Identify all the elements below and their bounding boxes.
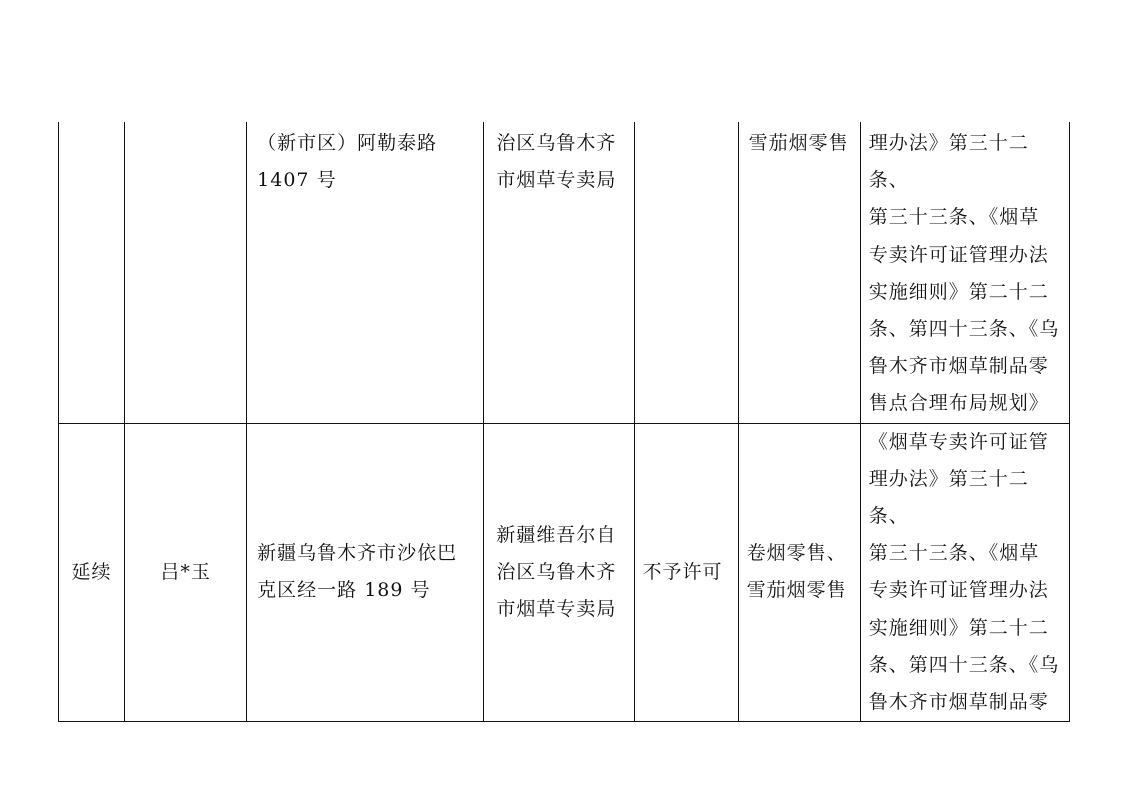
name-cell: [125, 122, 247, 423]
scope-cell: [738, 423, 860, 722]
basis-cell: [860, 122, 1069, 423]
scope-text: 雪茄烟零售: [748, 132, 849, 154]
address-text: （新市区）阿勒泰路 1407 号: [257, 132, 438, 192]
address-cell: [247, 423, 484, 722]
type-cell: [59, 122, 125, 423]
scope-cell: [738, 122, 860, 423]
scope-text: 卷烟零售、 雪茄烟零售: [746, 542, 847, 602]
address-text: 新疆乌鲁木齐市沙依巴 克区经一路 189 号: [257, 542, 458, 602]
address-cell: [247, 122, 484, 423]
authority-text: 治区乌鲁木齐 市烟草专卖局: [496, 132, 617, 192]
authority-cell: [484, 423, 634, 722]
result-cell: [634, 423, 738, 722]
name-cell: [125, 423, 247, 722]
authority-text: 新疆维吾尔自 治区乌鲁木齐 市烟草专卖局: [496, 523, 617, 621]
license-decision-table: [58, 122, 1070, 722]
table-row-continued: [59, 122, 1070, 423]
table-row: [59, 423, 1070, 722]
name-text: 吕*玉: [160, 560, 211, 583]
basis-text: 理办法》第三十二条、 第三十三条、《烟草 专卖许可证管理办法 实施细则》第二十二 条、第四十三条、《乌 鲁木齐市烟草制品零 售点合理布局规划》: [868, 132, 1060, 415]
basis-text: 《烟草专卖许可证管 理办法》第三十二条、 第三十三条、《烟草 专卖许可证管理办法 实施细则》第二十二 条、第四十三条、《乌 鲁木齐市烟草制品零: [868, 430, 1060, 714]
basis-cell: [860, 423, 1069, 722]
license-decision-table-wrapper: [58, 122, 1070, 714]
result-text: 不予许可: [642, 560, 723, 583]
type-text: 延续: [71, 560, 112, 583]
result-cell: [634, 122, 738, 423]
type-cell: [59, 423, 125, 722]
authority-cell: [484, 122, 634, 423]
